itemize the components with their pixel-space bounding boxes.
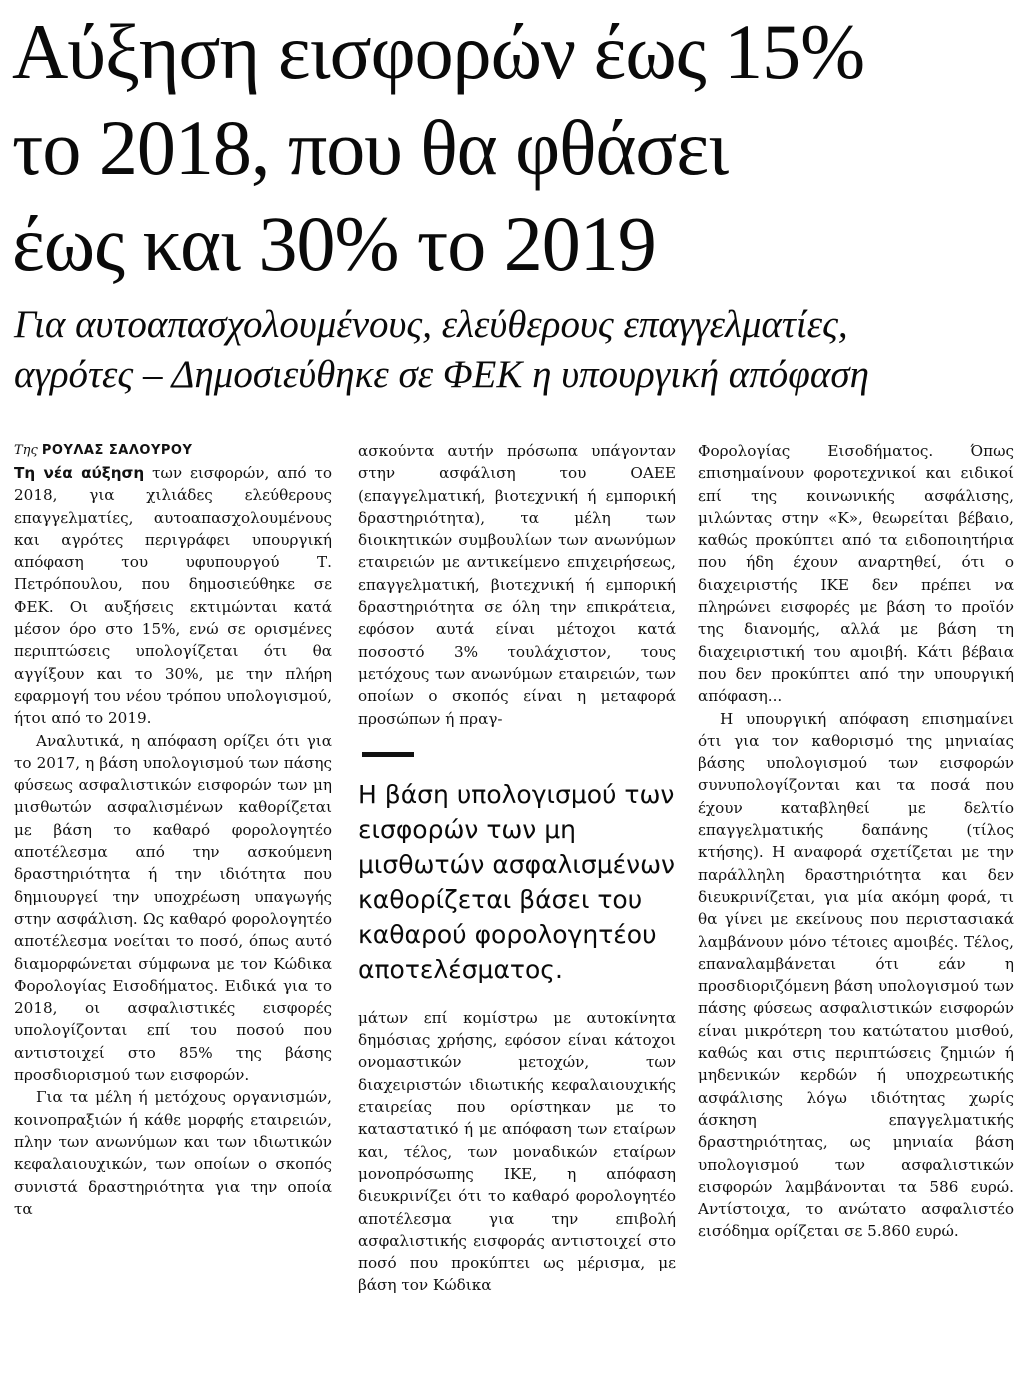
column-3 (698, 440, 1014, 1380)
column-1-paragraph-2: Αναλυτικά, η απόφαση ορίζει ότι για το 2017, η βάση υπολογισμού των πάσης φύσεως ασφαλιστικών εισφορών των μη μισθωτών ασφαλισμένων καθορίζεται με βάση το καθαρό φορολογητέο αποτέλεσμα από την ασκούμενη δραστηριότητα ή την ιδιότητα που δημιουργεί την υποχρέωση υπαγωγής στην ασφάλιση. Ως καθαρό φορολογητέο αποτέλεσμα νοείται το ποσό, όπως αυτό διαμορφώνεται σύμφωνα με τον Κώδικα Φορολογίας Εισοδήματος. Ειδικά για το 2018, οι ασφαλιστικές εισφορές υπολογίζονται επί του ποσού που αντιστοιχεί στο 85% της βάσης προσδιορισμού των εισφορών. (14, 731, 332, 1085)
headline-line-1: Αύξηση εισφορών έως 15% (12, 8, 865, 95)
pull-quote-text: Η βάση υπολογισμού των εισφορών των μη μισθωτών ασφαλισμένων καθορίζεται βάσει του καθαρού φορολογητέου αποτελέσματος. (358, 779, 676, 984)
column-1-paragraph-1 (14, 462, 332, 730)
column-2-paragraph-1: ασκούντα αυτήν πρόσωπα υπάγονταν στην ασφάλιση του ΟΑΕΕ (επαγγελματική, βιοτεχνική ή εμπορική δραστηριότητα), τα μέλη των διοικητικών συμβουλίων των ανωνύμων εταιρειών με αντικείμενο επιχειρήσεως, επαγγελματική, βιοτεχνική ή εμπορική δραστηριότητα σε όλη την επικράτεια, εφόσον αυτά είναι μέτοχοι κατά ποσοστό 3% τουλάχιστον, τους μετόχους των ανωνύμων εταιρειών, των οποίων ο σκοπός είναι η μεταφορά προσώπων ή πραγ- (358, 442, 676, 728)
pull-quote (358, 752, 676, 987)
column-3-paragraph-2: Η υπουργική απόφαση επισημαίνει ότι για τον καθορισμό της μηνιαίας βάσης υπολογισμού των εισφορών συνυπολογίζονται και τα ποσά που έχουν καταβληθεί με δελτίο επαγγελματικής δαπάνης (τίλος κτήσης). Η αναφορά σχετίζεται με την παράλληλη δραστηριότητα και δεν διευκρινίζεται, για μία ακόμη φορά, τι θα γίνει με εκείνους που περιστασιακά λαμβάνουν μόνο τέτοιες αμοιβές. Τέλος, επαναλαμβάνεται ότι εάν η προσδιοριζόμενη βάση υπολογισμού των πάσης φύσεως ασφαλιστικών εισφορών είναι μικρότερη του κατώτατου μισθού, καθώς και στις περιπτώσεις ζημιών ή μηδενικών κερδών ή υποχρεωτικής ασφάλισης λόγω ιδιότητας χωρίς άσκηση επαγγελματικής δραστηριότητας, ως μηνιαία βάση υπολογισμού των ασφαλιστικών εισφορών λαμβάνονται τα 586 ευρώ. Αντίστοιχα, το ανώτατο ασφαλιστέο εισόδημα ορίζεται σε 5.860 ευρώ. (698, 709, 1014, 1241)
byline (14, 440, 332, 462)
column-1-paragraph-1-text: των εισφορών, από το 2018, για χιλιάδες ελεύθερους επαγγελματίες, αυτοαπασχολουμένους και αγρότες περιγράφει υπουργική απόφαση του υφυπουργού Τ. Πετρόπουλου, που δημοσιεύθηκε σε ΦΕΚ. Οι αυξήσεις εκτιμώνται κατά μέσον όρο στο 15%, ενώ σε ορισμένες περιπτώσεις υπολογίζεται ότι θα αγγίξουν και το 30%, με την πλήρη εφαρμογή του νέου τρόπου υπολογισμού, ήτοι από το 2019. (14, 464, 332, 728)
lead-in: Τη νέα αύξηση (14, 464, 145, 482)
headline-line-3: έως και 30% το 2019 (12, 200, 656, 287)
headline-line-2: το 2018, που θα φθάσει (12, 104, 729, 191)
subtitle (14, 300, 1014, 400)
column-1 (14, 440, 332, 1380)
subtitle-line-1: Για αυτοαπασχολουμένους, ελεύθερους επαγγελματίες, (14, 303, 848, 346)
byline-prefix: Της (14, 443, 42, 458)
headline (12, 4, 1012, 292)
pull-quote-rule (362, 752, 414, 757)
column-2 (358, 440, 676, 1380)
byline-author: ΡΟΥΛΑΣ ΣΑΛΟΥΡΟΥ (41, 443, 193, 458)
column-2-paragraph-2: μάτων επί κομίστρω με αυτοκίνητα δημόσιας χρήσης, εφόσον είναι κάτοχοι ονομαστικών μετοχών, των διαχειριστών ιδιωτικής κεφαλαιουχικής εταιρείας που ορίστηκαν με το καταστατικό ή με απόφαση των εταίρων και, τέλος, των μοναδικών εταίρων μονοπρόσωπης ΙΚΕ, η απόφαση διευκρινίζει ότι το καθαρό φορολογητέο αποτέλεσμα για την επιβολή ασφαλιστικής εισφοράς αντιστοιχεί στο ποσό που προκύπτει ως μέρισμα, με βάση τον Κώδικα (358, 1008, 676, 1295)
column-1-paragraph-3: Για τα μέλη ή μετόχους οργανισμών, κοινοπραξιών ή κάθε μορφής εταιρειών, πλην των ανωνύμων και των ιδιωτικών κεφαλαιουχικών, των οποίων ο σκοπός συνιστά δραστηριότητα για την οποία τα (14, 1088, 332, 1218)
subtitle-line-2: αγρότες – Δημοσιεύθηκε σε ΦΕΚ η υπουργική απόφαση (14, 353, 869, 396)
column-3-paragraph-1: Φορολογίας Εισοδήματος. Όπως επισημαίνουν φοροτεχνικοί και ειδικοί επί της κοινωνικής ασφάλισης, μιλώντας στην «Κ», θεωρείται βέβαιο, καθώς προκύπτει από τα ειδοποιητήρια που ήδη έχουν αναρτηθεί, ότι ο διαχειριστής ΙΚΕ δεν πρέπει να πληρώνει εισφορές με βάση το προϊόν της διανομής, αλλά με βάση τη διαχειριστική του αμοιβή. Κάτι βέβαια που δεν προκύπτει από την υπουργική απόφαση... (698, 442, 1014, 706)
